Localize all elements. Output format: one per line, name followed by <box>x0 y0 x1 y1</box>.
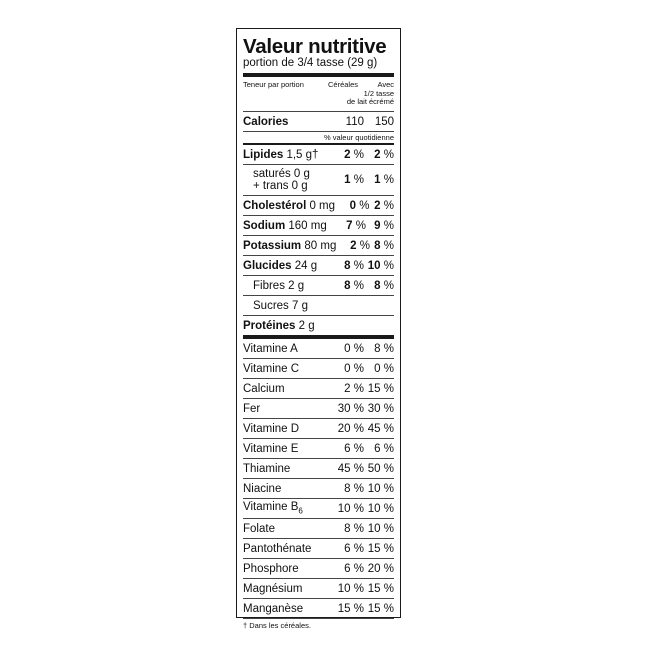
percent-sign: % <box>380 174 394 186</box>
vitamin-label <box>243 501 322 515</box>
vitamin-label <box>243 423 322 435</box>
vitamin-row <box>243 478 394 498</box>
cereal-dv <box>322 260 364 272</box>
vitamin-name: Vitamine A <box>243 342 298 355</box>
vitamin-rows <box>243 339 394 618</box>
vitamin-row <box>243 458 394 478</box>
dv-value: 2 <box>344 148 351 161</box>
vitamin-label <box>243 523 322 535</box>
nutrient-amount: 80 mg <box>304 239 337 252</box>
vitamin-row <box>243 518 394 538</box>
percent-sign: % <box>350 279 364 292</box>
nutrient-name: Glucides <box>243 259 292 272</box>
percent-sign: % <box>352 219 366 232</box>
vitamin-row <box>243 498 394 518</box>
nutrient-row <box>243 275 394 295</box>
nutrient-row <box>243 164 394 195</box>
vitamin-name: Vitamine C <box>243 362 300 375</box>
vitamin-name: Niacine <box>243 482 282 495</box>
cereal-dv: 15 % <box>337 602 364 615</box>
vitamin-label <box>243 583 322 595</box>
cereal-dv <box>322 280 364 292</box>
dv-value: 2 <box>374 199 381 212</box>
cereal-dv: 20 % <box>337 422 364 435</box>
dv-value: 7 <box>346 219 353 232</box>
vitamin-row <box>243 438 394 458</box>
nutrient-name-line: + trans 0 g <box>253 180 308 192</box>
vitamin-row <box>243 578 394 598</box>
vitamin-name: Pantothénate <box>243 542 312 555</box>
nutrient-label <box>243 320 394 332</box>
nutrient-name: Fibres 2 g <box>253 279 305 292</box>
nutrient-row <box>243 315 394 335</box>
cereal-column-header: Céréales <box>327 80 358 89</box>
cereal-dv <box>336 240 370 252</box>
nutrient-label <box>243 280 322 292</box>
vitamin-name: Thiamine <box>243 462 291 475</box>
percent-sign: % <box>350 259 364 272</box>
vitamin-name: Calcium <box>243 382 285 395</box>
vitamin-name: Phosphore <box>243 562 299 575</box>
footnote: † Dans les céréales. <box>243 618 394 630</box>
dv-value: 0 <box>349 199 357 212</box>
cereal-dv <box>335 200 369 212</box>
dv-value: 9 <box>374 219 381 232</box>
nutrient-label <box>243 260 322 272</box>
percent-sign: % <box>350 174 364 186</box>
cereal-dv: 8 % <box>344 482 364 495</box>
percent-sign: % <box>380 239 394 252</box>
vitamin-name: Vitamine D <box>243 422 300 435</box>
percent-sign: % <box>356 239 370 252</box>
cereal-dv: 45 % <box>337 462 364 475</box>
vitamin-label <box>243 403 322 415</box>
nutrient-name: Protéines <box>243 319 296 332</box>
serving-size: portion de 3/4 tasse (29 g) <box>243 57 378 69</box>
nutrient-rows <box>243 145 394 335</box>
with-milk-column-header: Avec 1/2 tasse de lait écrémé <box>346 80 394 106</box>
nutrient-amount: 24 g <box>294 259 318 272</box>
percent-sign: % <box>350 148 364 161</box>
nutrient-label <box>243 168 322 192</box>
vitamin-label <box>243 543 322 555</box>
dv-value: 8 <box>344 279 351 292</box>
nutrient-row <box>243 215 394 235</box>
milk-dv <box>364 280 394 292</box>
nutrient-row <box>243 295 394 315</box>
dv-value: 8 <box>374 239 381 252</box>
nutrient-label <box>243 240 336 252</box>
cereal-dv: 8 % <box>344 522 364 535</box>
milk-dv: 30 % <box>367 402 394 415</box>
dv-value: 1 <box>344 174 351 186</box>
nutrition-facts-panel <box>236 28 401 630</box>
nutrient-name: Lipides <box>243 148 284 161</box>
nutrient-row <box>243 235 394 255</box>
nutrient-label <box>243 149 322 161</box>
nutrient-amount: 1,5 g† <box>286 148 319 161</box>
nutrient-amount: 160 mg <box>288 219 327 232</box>
cereal-dv <box>322 174 364 186</box>
nutrient-name: Sucres 7 g <box>253 299 308 312</box>
milk-dv <box>369 200 394 212</box>
milk-dv: 15 % <box>367 542 394 555</box>
vitamin-row <box>243 358 394 378</box>
cereal-dv: 2 % <box>344 382 364 395</box>
milk-dv: 10 % <box>367 522 394 535</box>
label-title: Valeur nutritive <box>243 35 387 58</box>
vitamin-label <box>243 563 322 575</box>
cereal-dv: 6 % <box>344 542 364 555</box>
percent-sign: % <box>356 199 370 212</box>
milk-dv: 15 % <box>367 602 394 615</box>
cereal-dv: 0 % <box>344 342 364 355</box>
milk-dv: 10 % <box>367 502 394 515</box>
cereal-dv: 0 % <box>344 362 364 375</box>
vitamin-label <box>243 483 322 495</box>
vitamin-label <box>243 603 322 615</box>
amount-header: Teneur par portion <box>243 80 304 89</box>
cereal-dv: 6 % <box>344 442 364 455</box>
milk-dv <box>364 174 394 186</box>
vitamin-row <box>243 538 394 558</box>
nutrient-label <box>243 220 327 232</box>
nutrient-label <box>243 200 335 212</box>
vitamin-label <box>243 383 322 395</box>
vitamin-row <box>243 398 394 418</box>
vitamin-name: Magnésium <box>243 582 303 595</box>
nutrient-row <box>243 255 394 275</box>
dv-value: 10 <box>367 259 381 272</box>
dv-value: 1 <box>374 174 381 186</box>
vitamin-row <box>243 339 394 358</box>
vitamin-name: Fer <box>243 402 261 415</box>
vitamin-label <box>243 363 322 375</box>
milk-dv: 8 % <box>374 342 394 355</box>
cereal-dv: 30 % <box>337 402 364 415</box>
nutrient-label <box>243 300 394 312</box>
vitamin-name: Vitamine B <box>243 501 299 514</box>
daily-value-header: % valeur quotidienne <box>243 131 394 143</box>
cereal-dv: 6 % <box>344 562 364 575</box>
dv-value: 2 <box>374 148 381 161</box>
vitamin-name: Vitamine E <box>243 442 299 455</box>
percent-sign: % <box>380 219 394 232</box>
vitamin-row <box>243 558 394 578</box>
column-headers <box>243 77 394 111</box>
dv-value: 8 <box>344 259 351 272</box>
nutrient-amount: 0 mg <box>309 199 336 212</box>
cereal-dv <box>322 149 364 161</box>
vitamin-row <box>243 598 394 618</box>
milk-dv <box>364 260 394 272</box>
vitamin-label <box>243 463 322 475</box>
nutrient-amount: 2 g <box>298 319 315 332</box>
nutrient-row <box>243 195 394 215</box>
nutrient-name: Sodium <box>243 219 286 232</box>
vitamin-label <box>243 343 322 355</box>
dv-value: 2 <box>350 239 357 252</box>
milk-dv: 6 % <box>374 442 394 455</box>
nutrient-name: Cholestérol <box>243 199 307 212</box>
milk-dv: 15 % <box>367 582 394 595</box>
milk-dv: 50 % <box>367 462 394 475</box>
vitamin-row <box>243 418 394 438</box>
milk-dv: 45 % <box>367 422 394 435</box>
vitamin-name: Folate <box>243 522 275 535</box>
vitamin-label <box>243 443 322 455</box>
dv-value: 8 <box>374 279 381 292</box>
vitamin-row <box>243 378 394 398</box>
vitamin-subscript: 6 <box>298 506 303 516</box>
milk-dv: 20 % <box>367 562 394 575</box>
nutrient-name: Potassium <box>243 239 302 252</box>
milk-dv: 10 % <box>367 482 394 495</box>
cereal-dv: 10 % <box>337 582 364 595</box>
milk-dv: 15 % <box>367 382 394 395</box>
percent-sign: % <box>380 279 394 292</box>
percent-sign: % <box>380 259 394 272</box>
nutrient-row <box>243 145 394 164</box>
milk-dv <box>370 240 394 252</box>
percent-sign: % <box>380 148 394 161</box>
milk-dv <box>364 149 394 161</box>
percent-sign: % <box>380 199 394 212</box>
vitamin-name: Manganèse <box>243 602 304 615</box>
calories-row: Calories 110 150 <box>243 111 394 131</box>
nutrient-name-line: saturés 0 g <box>253 168 310 180</box>
milk-dv <box>366 220 394 232</box>
cereal-dv: 10 % <box>337 502 364 515</box>
cereal-dv <box>327 220 366 232</box>
milk-dv: 0 % <box>374 362 394 375</box>
